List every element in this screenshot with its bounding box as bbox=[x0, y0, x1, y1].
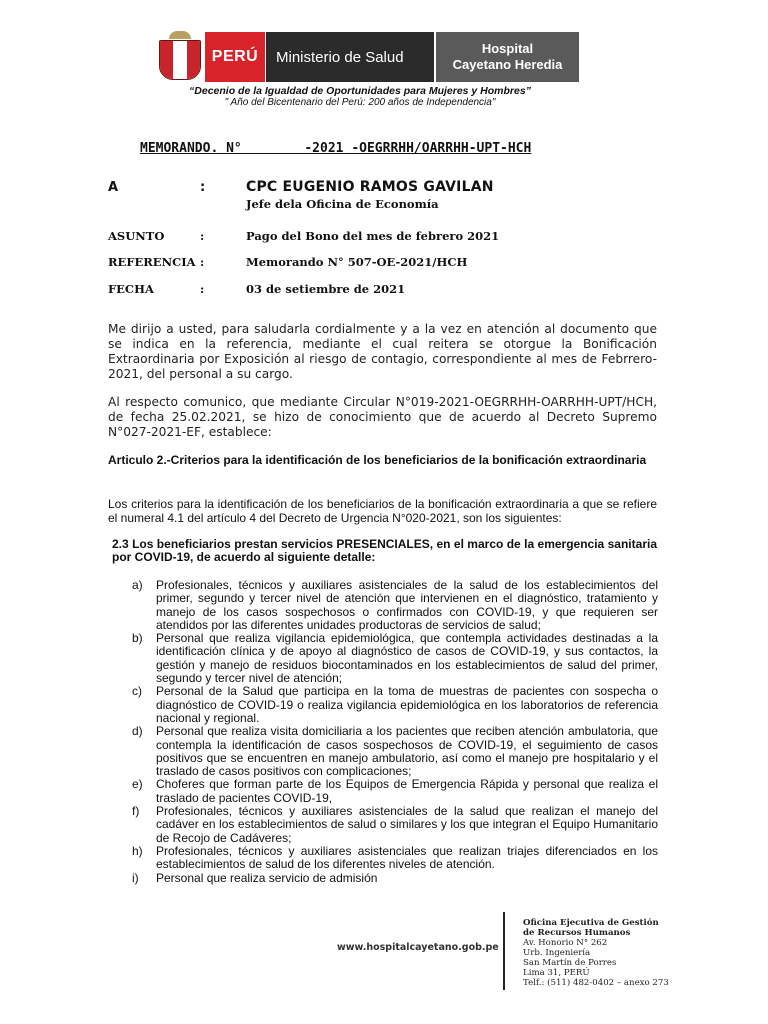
peru-brand-box bbox=[205, 32, 265, 82]
list-item-text: Choferes que forman parte de los Equipos de Emergencia Rápida y personal que realiza el traslado de pacientes COVID-19, bbox=[156, 777, 658, 805]
address-line: San Martín de Porres bbox=[523, 958, 617, 968]
peru-label: PERÚ bbox=[211, 48, 259, 65]
list-item-marker: d) bbox=[132, 724, 143, 739]
address-line: Urb. Ingeniería bbox=[523, 948, 591, 958]
criteria-intro: Los criterios para la identificación de los beneficiarios de la bonificación extraordinaria a que se refiere el numeral 4.1 del artículo 4 del Decreto de Urgencia N°020-2021, son los siguientes: bbox=[108, 497, 657, 525]
list-item-marker: i) bbox=[132, 870, 139, 885]
national-coat-of-arms-logo bbox=[158, 31, 202, 87]
list-item bbox=[124, 805, 658, 845]
list-item-marker: f) bbox=[132, 804, 140, 819]
list-item bbox=[124, 685, 658, 725]
list-item bbox=[124, 632, 658, 685]
shield-stripes bbox=[159, 40, 201, 80]
phone-line: Telf.: (511) 482-0402 – anexo 273 bbox=[523, 978, 669, 988]
list-item bbox=[124, 725, 658, 778]
decade-slogan: “Decenio de la Igualdad de Oportunidades para Mujeres y Hombres” bbox=[189, 85, 531, 97]
office-name-line2: de Recursos Humanos bbox=[523, 928, 631, 938]
subject-colon: : bbox=[200, 229, 205, 243]
date-value: 03 de setiembre de 2021 bbox=[246, 282, 406, 296]
list-item-text: Profesionales, técnicos y auxiliares asistenciales de la salud que realizan el manejo del cadáver en los establecimientos de salud o similares y los que integran el Equipo Humanitario de Recojo de Cadáveres; bbox=[156, 804, 658, 845]
list-item-marker: e) bbox=[132, 777, 143, 792]
list-item bbox=[124, 579, 658, 632]
list-item-text: Profesionales, técnicos y auxiliares asistenciales de la salud de los establecimientos del primer, segundo y tercer nivel de atención que intervienen en el diagnóstico, tratamiento y manejo de los casos sospechosos o confirmados con COVID-19, y que requieren ser atendidos por las diferentes unidades productoras de servicios de salud; bbox=[156, 578, 658, 632]
section-2-3-heading: 2.3 Los beneficiarios prestan servicios PRESENCIALES, en el marco de la emergencia sanitaria por COVID-19, de acuerdo al siguiente detalle: bbox=[112, 537, 657, 564]
crest-ornament bbox=[169, 31, 191, 39]
ministry-brand-box bbox=[266, 32, 434, 82]
list-item bbox=[124, 872, 658, 885]
list-item bbox=[124, 778, 658, 805]
list-item-text: Profesionales, técnicos y auxiliares asistenciales que realizan triajes diferenciados en los establecimientos de salud de los diferentes niveles de atención. bbox=[156, 843, 658, 872]
date-label: FECHA bbox=[108, 282, 154, 296]
office-name-line1: Oficina Ejecutiva de Gestión bbox=[523, 918, 659, 928]
website-link[interactable]: www.hospitalcayetano.gob.pe bbox=[337, 942, 499, 953]
list-item-marker: a) bbox=[132, 578, 143, 592]
to-label: A bbox=[108, 180, 119, 195]
reference-value: Memorando N° 507-OE-2021/HCH bbox=[246, 255, 468, 269]
bicentennial-slogan: " Año del Bicentenario del Perú: 200 años de Independencia" bbox=[224, 97, 496, 108]
address-line: Av. Honorio N° 262 bbox=[523, 938, 608, 948]
to-colon: : bbox=[200, 180, 206, 195]
footer-divider bbox=[503, 912, 505, 990]
reference-colon: : bbox=[200, 255, 205, 269]
hospital-label-line1: Hospital bbox=[481, 41, 534, 56]
paragraph-circular: Al respecto comunico, que mediante Circular N°019-2021-OEGRRHH-OARRHH-UPT/HCH, de fecha 25.02.2021, se hizo de conocimiento que de acuerdo al Decreto Supremo N°027-2021-EF, establece: bbox=[108, 395, 657, 439]
list-item-marker: c) bbox=[132, 684, 142, 699]
list-item-text: Personal que realiza vigilancia epidemiológica, que contempla actividades destinadas a la identificación clínica y de apoyo al diagnóstico de casos de COVID-19, y sus contactos, la gestión y manejo de residuos biocontaminados en los establecimientos de salud del primer, segundo y tercer nivel de atención; bbox=[156, 631, 658, 686]
list-item-text: Personal que realiza servicio de admisión bbox=[156, 870, 378, 885]
subject-value: Pago del Bono del mes de febrero 2021 bbox=[246, 229, 500, 243]
list-item-marker: h) bbox=[132, 843, 143, 858]
list-item-text: Personal de la Salud que participa en la toma de muestras de pacientes con sospecha o diagnóstico de COVID-19 o realiza vigilancia epidemiológica en los laboratorios de referencia nacional y regional. bbox=[156, 684, 658, 725]
memo-title: MEMORANDO. N° -2021 -OEGRRHH/OARRHH-UPT-HCH bbox=[140, 141, 532, 156]
date-colon: : bbox=[200, 282, 205, 296]
office-address-block bbox=[523, 918, 669, 988]
recipient-role: Jefe dela Oficina de Economía bbox=[246, 197, 439, 211]
list-item bbox=[124, 845, 658, 872]
list-item-text: Personal que realiza visita domiciliaria a los pacientes que reciben atención ambulatoria, que contempla la identificación de casos sospechosos de COVID-19, el seguimiento de casos positivos que se encuentren en manejo ambulatorio, así como el manejo pre hospitalario y el traslado de casos positivos con complicaciones; bbox=[156, 724, 658, 779]
beneficiaries-list bbox=[124, 579, 658, 885]
reference-label: REFERENCIA bbox=[108, 255, 196, 269]
subject-label: ASUNTO bbox=[108, 229, 165, 243]
recipient-name: CPC EUGENIO RAMOS GAVILAN bbox=[246, 179, 494, 195]
address-line: Lima 31, PERÚ bbox=[523, 968, 590, 978]
hospital-brand-box bbox=[436, 32, 579, 82]
paragraph-intro: Me dirijo a usted, para saludarla cordialmente y a la vez en atención al documento que se indica en la referencia, mediante el cual reitera se otorgue la Bonificación Extraordinaria por Exposición al riesgo de contagio, correspondiente al mes de Febrrero-2021, del personal a su cargo. bbox=[108, 322, 657, 381]
hospital-label-line2: Cayetano Heredia bbox=[452, 57, 563, 72]
article-heading: Articulo 2.-Criterios para la identificación de los beneficiarios de la bonificación extraordinaria bbox=[108, 453, 647, 467]
list-item-marker: b) bbox=[132, 631, 143, 646]
ministry-label: Ministerio de Salud bbox=[276, 48, 404, 66]
